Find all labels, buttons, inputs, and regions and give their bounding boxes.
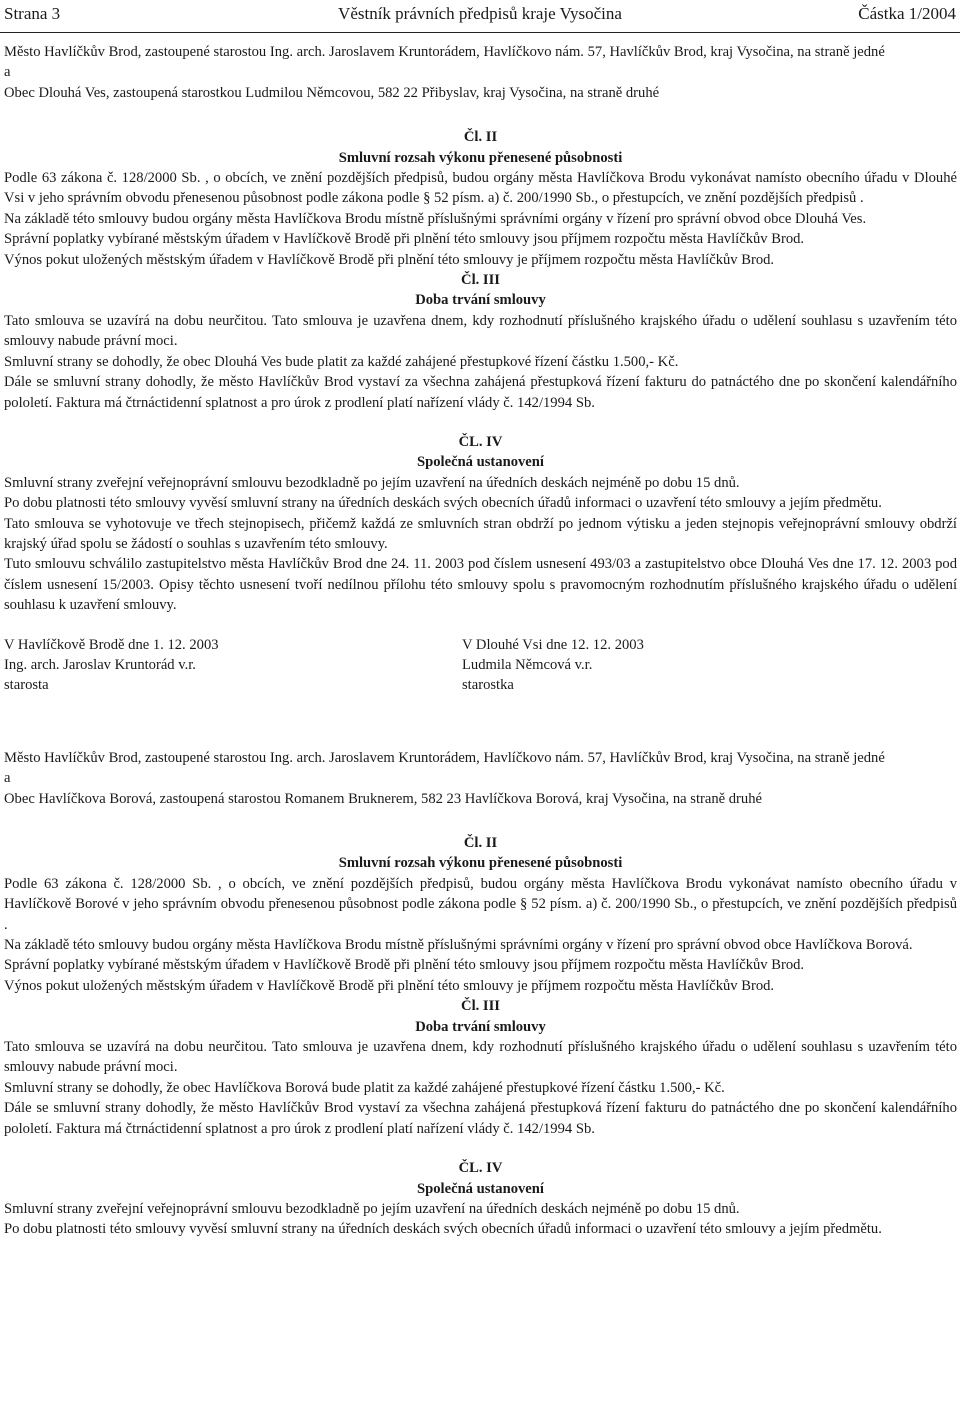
- article-number: ČL. IV: [458, 1160, 503, 1177]
- signature-role: starosta: [4, 677, 49, 694]
- document-body: [4, 42, 957, 1240]
- article-number: ČL. IV: [458, 433, 503, 450]
- signature-role: starostka: [462, 677, 514, 694]
- party-one: Město Havlíčkův Brod, zastoupené starostou Ing. arch. Jaroslavem Kruntorádem, Havlíčkovo nám. 57, Havlíčkův Brod, kraj Vysočina, na straně jedné: [4, 749, 885, 766]
- paragraph: Smluvní strany se dohodly, že obec Dlouhá Ves bude platit za každé zahájené přestupkové řízení částku 1.500,- Kč.: [4, 353, 679, 370]
- party-two: Obec Dlouhá Ves, zastoupená starostkou Ludmilou Němcovou, 582 22 Přibyslav, kraj Vysočina, na straně druhé: [4, 84, 660, 101]
- signature-name: Ludmila Němcová v.r.: [462, 656, 593, 673]
- paragraph: Tato smlouva se vyhotovuje ve třech stejnopisech, přičemž každá ze smluvních stran obdrží po jednom výtisku a jeden stejnopis veřejnoprávní smlouvy obdrží krajský úřad spolu se žádostí o souhlas s uzavřením této smlouvy.: [4, 515, 957, 552]
- paragraph: Po dobu platnosti této smlouvy vyvěsí smluvní strany na úředních deskách svých obecních úřadů informaci o uzavření této smlouvy a jejím předmětu.: [4, 495, 882, 512]
- contract-dlouha-ves: [4, 42, 957, 696]
- paragraph: Na základě této smlouvy budou orgány města Havlíčkova Brodu místně příslušnými správními orgány v řízení pro správní obvod obce Havlíčkova Borová.: [4, 937, 913, 954]
- page-number: Strana 3: [4, 4, 61, 23]
- paragraph: Správní poplatky vybírané městským úřadem v Havlíčkově Brodě při plnění této smlouvy jsou příjmem rozpočtu města Havlíčkův Brod.: [4, 957, 805, 974]
- signature-place-date: V Havlíčkově Brodě dne 1. 12. 2003: [4, 636, 219, 653]
- paragraph: Tato smlouva se uzavírá na dobu neurčitou. Tato smlouva je uzavřena dnem, kdy rozhodnutí příslušného krajského úřadu o udělení souhlasu s uzavřením této smlouvy nabude právní moci.: [4, 312, 957, 350]
- paragraph: Výnos pokut uložených městským úřadem v Havlíčkově Brodě při plnění této smlouvy je příjmem rozpočtu města Havlíčkův Brod.: [4, 977, 775, 994]
- paragraph: Tato smlouva se uzavírá na dobu neurčitou. Tato smlouva je uzavřena dnem, kdy rozhodnutí příslušného krajského úřadu o udělení souhlasu s uzavřením této smlouvy nabude právní moci.: [4, 1039, 957, 1076]
- conjunction: a: [4, 64, 11, 81]
- article-number: Čl. III: [461, 998, 500, 1015]
- header-divider: [0, 32, 960, 33]
- article-title: Společná ustanovení: [417, 454, 544, 471]
- paragraph: Podle 63 zákona č. 128/2000 Sb. , o obcích, ve znění pozdějších předpisů, budou orgány města Havlíčkova Brodu vykonávat namísto obecního úřadu v Havlíčkově Borové v jeho správním obvodu přenesenou působnost podle zákona podle § 52 písm. a) č. 200/1990 Sb., o přestupcích, ve znění pozdějších předpisů .: [4, 875, 957, 933]
- paragraph: Smluvní strany zveřejní veřejnoprávní smlouvu bezodkladně po jejím uzavření na úředních deskách nejméně po dobu 15 dnů.: [4, 474, 740, 491]
- signature-place-date: V Dlouhé Vsi dne 12. 12. 2003: [462, 636, 644, 653]
- bulletin-title: Věstník právních předpisů kraje Vysočina: [338, 4, 622, 23]
- paragraph: Podle 63 zákona č. 128/2000 Sb. , o obcích, ve znění pozdějších předpisů, budou orgány města Havlíčkova Brodu vykonávat namísto obecního úřadu v Dlouhé Vsi v jeho správním obvodu přenesenou působnost podle zákona podle § 52 písm. a) č. 200/1990 Sb., o přestupcích, ve znění pozdějších předpisů .: [4, 170, 957, 207]
- paragraph: Smluvní strany se dohodly, že obec Havlíčkova Borová bude platit za každé zahájené přestupkové řízení částku 1.500,- Kč.: [4, 1079, 725, 1096]
- paragraph: Dále se smluvní strany dohodly, že město Havlíčkův Brod vystaví za všechna zahájená přestupková řízení fakturu do patnáctého dne po skončení kalendářního pololetí. Faktura má čtrnáctidenní splatnost a pro úrok z prodlení platí nařízení vlády č. 142/1994 Sb.: [4, 1100, 957, 1137]
- article-number: Čl. II: [463, 129, 498, 146]
- paragraph: Tuto smlouvu schválilo zastupitelstvo města Havlíčkův Brod dne 24. 11. 2003 pod číslem usnesení 493/03 a zastupitelstvo obce Dlouhá Ves dne 17. 12. 2003 pod číslem usnesení 15/2003. Opisy těchto usnesení tvoří nedílnou přílohu této smlouvy spolu s pravomocným rozhodnutím příslušného krajského úřadu o udělení souhlasu k uzavření smlouvy.: [4, 556, 957, 614]
- paragraph: Dále se smluvní strany dohodly, že město Havlíčkův Brod vystaví za všechna zahájená přestupková řízení fakturu do patnáctého dne po skončení kalendářního pololetí. Faktura má čtrnáctidenní splatnost a pro úrok z prodlení platí nařízení vlády č. 142/1994 Sb.: [4, 374, 957, 411]
- signature-left: [4, 635, 462, 696]
- signature-name: Ing. arch. Jaroslav Kruntorád v.r.: [4, 656, 196, 673]
- paragraph: Výnos pokut uložených městským úřadem v Havlíčkově Brodě při plnění této smlouvy je příjmem rozpočtu města Havlíčkův Brod.: [4, 251, 775, 268]
- article-title: Doba trvání smlouvy: [415, 1018, 546, 1035]
- signature-right: [462, 635, 920, 696]
- article-number: Čl. II: [463, 835, 498, 851]
- article-title: Doba trvání smlouvy: [415, 292, 546, 309]
- article-title: Smluvní rozsah výkonu přenesené působnosti: [338, 149, 623, 166]
- issue-number: Částka 1/2004: [858, 4, 956, 23]
- paragraph: Po dobu platnosti této smlouvy vyvěsí smluvní strany na úředních deskách svých obecních úřadů informaci o uzavření této smlouvy a jejím předmětu.: [4, 1221, 882, 1238]
- article-title: Společná ustanovení: [417, 1180, 544, 1197]
- article-title: Smluvní rozsah výkonu přenesené působnosti: [338, 855, 623, 872]
- article-number: Čl. III: [461, 272, 500, 289]
- paragraph: Správní poplatky vybírané městským úřadem v Havlíčkově Brodě při plnění této smlouvy jsou příjmem rozpočtu města Havlíčkův Brod.: [4, 231, 805, 248]
- page-header: [0, 0, 960, 32]
- paragraph: Na základě této smlouvy budou orgány města Havlíčkova Brodu místně příslušnými správními orgány v řízení pro správní obvod obce Dlouhá Ves.: [4, 210, 867, 227]
- party-one: Město Havlíčkův Brod, zastoupené starostou Ing. arch. Jaroslavem Kruntorádem, Havlíčkovo nám. 57, Havlíčkův Brod, kraj Vysočina, na straně jedné: [4, 44, 885, 60]
- conjunction: a: [4, 770, 11, 787]
- contract-havlickova-borova: [4, 748, 957, 1240]
- paragraph: Smluvní strany zveřejní veřejnoprávní smlouvu bezodkladně po jejím uzavření na úředních deskách nejméně po dobu 15 dnů.: [4, 1200, 740, 1217]
- party-two: Obec Havlíčkova Borová, zastoupená starostou Romanem Bruknerem, 582 23 Havlíčkova Borová, kraj Vysočina, na straně druhé: [4, 790, 762, 807]
- signature-block: [4, 635, 957, 696]
